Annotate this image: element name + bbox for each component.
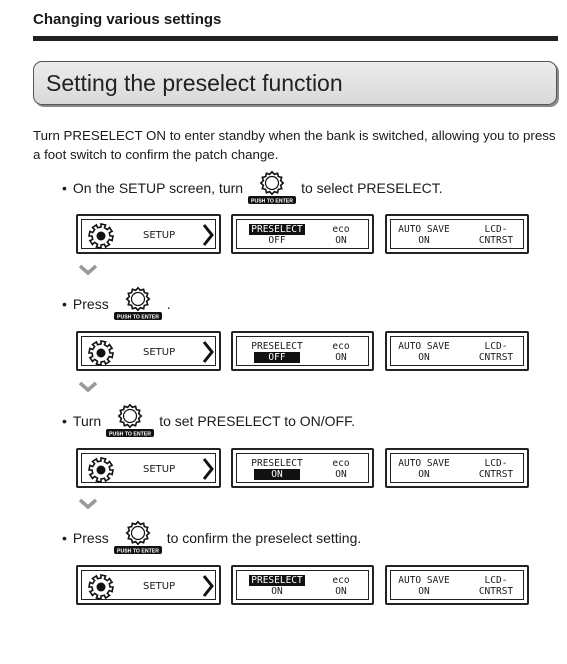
- lcd-preselect-eco: [231, 565, 374, 605]
- lcd-preselect-eco: [231, 331, 374, 371]
- autosave-label: AUTO SAVE: [398, 458, 450, 469]
- step-text-before: Turn: [72, 413, 102, 429]
- gear-icon: [86, 338, 116, 368]
- lcd-autosave-contrast: [385, 214, 529, 254]
- lcd-setup: [76, 448, 221, 488]
- knob-icon: [105, 403, 155, 439]
- lcd-contrast-value: CNTRST: [478, 469, 514, 480]
- heading: Setting the preselect function: [46, 70, 343, 96]
- lcd-autosave-contrast: [385, 565, 529, 605]
- preselect-label-row: [245, 224, 309, 235]
- eco-label: eco: [332, 575, 350, 586]
- lcd-contrast-label: LCD-: [484, 341, 508, 352]
- svg-text:PUSH TO ENTER: PUSH TO ENTER: [116, 548, 159, 555]
- chevron-down-icon: [78, 264, 98, 276]
- svg-text:PUSH TO ENTER: PUSH TO ENTER: [116, 314, 159, 321]
- eco-value: ON: [335, 352, 347, 363]
- step-text-before: Press: [72, 530, 109, 546]
- gear-icon: [86, 455, 116, 485]
- autosave-value: ON: [418, 235, 430, 246]
- section-title: Changing various settings: [33, 11, 222, 28]
- eco-value: ON: [335, 586, 347, 597]
- lcd-contrast-label: LCD-: [484, 224, 508, 235]
- setup-label: SETUP: [143, 230, 176, 241]
- lcd-contrast-value: CNTRST: [478, 352, 514, 363]
- knob-icon: [113, 286, 163, 322]
- lcd-row-4: [76, 565, 529, 605]
- chevron-down-icon: [78, 498, 98, 510]
- lcd-autosave-contrast: [385, 448, 529, 488]
- preselect-value: OFF: [268, 235, 286, 246]
- setup-label: SETUP: [143, 347, 176, 358]
- gear-icon: [86, 572, 116, 602]
- step-text-after: to confirm the preselect setting.: [166, 530, 362, 546]
- knob-icon: [247, 170, 297, 206]
- preselect-value-row: [245, 469, 309, 480]
- lcd-setup: [76, 331, 221, 371]
- preselect-label: PRESELECT: [251, 458, 303, 469]
- autosave-value: ON: [418, 586, 430, 597]
- lcd-contrast-value: CNTRST: [478, 586, 514, 597]
- step-text-before: Press: [72, 296, 109, 312]
- step-text-after: to set PRESELECT to ON/OFF.: [159, 413, 355, 429]
- eco-label: eco: [332, 458, 350, 469]
- lcd-contrast-label: LCD-: [484, 458, 508, 469]
- lcd-preselect-eco: [231, 214, 374, 254]
- preselect-value: ON: [271, 586, 283, 597]
- lcd-row-1: [76, 214, 529, 254]
- eco-label: eco: [332, 224, 350, 235]
- preselect-value: ON: [254, 469, 299, 480]
- section-rule: [33, 36, 558, 41]
- step-4: [62, 520, 361, 556]
- svg-text:PUSH TO ENTER: PUSH TO ENTER: [109, 431, 152, 438]
- autosave-label: AUTO SAVE: [398, 341, 450, 352]
- arrow-right-icon: [201, 339, 215, 365]
- lcd-row-3: [76, 448, 529, 488]
- autosave-label: AUTO SAVE: [398, 575, 450, 586]
- lcd-preselect-eco: [231, 448, 374, 488]
- arrow-right-icon: [201, 222, 215, 248]
- preselect-label: PRESELECT: [251, 224, 303, 235]
- eco-value: ON: [335, 235, 347, 246]
- step-3: [62, 403, 355, 439]
- eco-value: ON: [335, 469, 347, 480]
- heading-box: [33, 61, 557, 105]
- bullet: •: [62, 180, 67, 196]
- intro-text: Turn PRESELECT ON to enter standby when the bank is switched, allowing you to press a foot switch to confirm the patch change.: [33, 128, 556, 162]
- bullet: •: [62, 296, 67, 312]
- autosave-value: ON: [418, 352, 430, 363]
- lcd-autosave-contrast: [385, 331, 529, 371]
- preselect-value: OFF: [254, 352, 299, 363]
- setup-label: SETUP: [143, 464, 176, 475]
- bullet: •: [62, 413, 67, 429]
- step-text-after: to select PRESELECT.: [301, 180, 443, 196]
- preselect-label-row: [245, 575, 309, 586]
- lcd-setup: [76, 214, 221, 254]
- lcd-row-2: [76, 331, 529, 371]
- lcd-contrast-value: CNTRST: [478, 235, 514, 246]
- step-2: [62, 286, 171, 322]
- step-1: [62, 170, 443, 206]
- arrow-right-icon: [201, 573, 215, 599]
- gear-icon: [86, 221, 116, 251]
- step-text-before: On the SETUP screen, turn: [72, 180, 244, 196]
- setup-label: SETUP: [143, 581, 176, 592]
- preselect-label: PRESELECT: [251, 575, 303, 586]
- knob-icon: [113, 520, 163, 556]
- chevron-down-icon: [78, 381, 98, 393]
- preselect-value-row: [245, 352, 309, 363]
- lcd-setup: [76, 565, 221, 605]
- bullet: •: [62, 530, 67, 546]
- autosave-label: AUTO SAVE: [398, 224, 450, 235]
- lcd-contrast-label: LCD-: [484, 575, 508, 586]
- preselect-label: PRESELECT: [251, 341, 303, 352]
- step-text-after: .: [166, 296, 171, 312]
- eco-label: eco: [332, 341, 350, 352]
- arrow-right-icon: [201, 456, 215, 482]
- autosave-value: ON: [418, 469, 430, 480]
- svg-text:PUSH TO ENTER: PUSH TO ENTER: [251, 198, 294, 205]
